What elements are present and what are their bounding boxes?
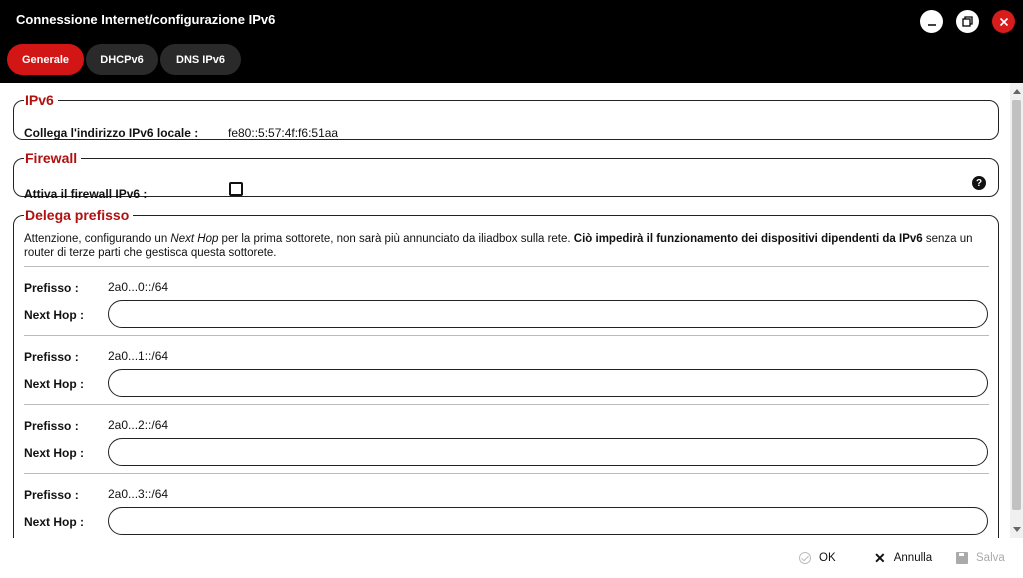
window-title: Connessione Internet/configurazione IPv6 bbox=[16, 12, 276, 27]
tab-generale[interactable]: Generale bbox=[7, 44, 84, 75]
close-icon bbox=[999, 17, 1009, 27]
cancel-label: Annulla bbox=[893, 552, 933, 564]
check-circle-icon bbox=[799, 552, 811, 564]
save-disk-icon bbox=[956, 552, 968, 564]
delegation-notice: Attenzione, configurando un Next Hop per la prima sottorete, non sarà più annunciato da iliadbox sulla rete. Ciò impedirà il funzionamento dei dispositivi dipendenti da IPv6 senza un router di terze parti che gestisca questa sottorete. bbox=[24, 233, 973, 259]
prefix-value: 2a0...3::/64 bbox=[108, 487, 169, 501]
next-hop-label: Next Hop : bbox=[24, 515, 84, 529]
dialog-footer bbox=[0, 538, 1023, 578]
prefix-delegation-section bbox=[13, 207, 999, 538]
save-label: Salva bbox=[976, 552, 1005, 564]
prefix-value: 2a0...2::/64 bbox=[108, 418, 169, 432]
vertical-scrollbar[interactable] bbox=[1010, 83, 1023, 538]
tab-dhcpv6[interactable]: DHCPv6 bbox=[86, 44, 158, 75]
next-hop-label: Next Hop : bbox=[24, 308, 84, 322]
help-icon[interactable]: ? bbox=[972, 176, 986, 190]
tab-dns-ipv6[interactable]: DNS IPv6 bbox=[160, 44, 241, 75]
restore-icon bbox=[962, 16, 973, 27]
local-link-value: fe80::5:57:4f:f6:51aa bbox=[228, 126, 339, 140]
separator bbox=[24, 266, 989, 267]
delega-legend: Delega prefisso bbox=[25, 207, 130, 223]
scroll-thumb[interactable] bbox=[1012, 100, 1021, 510]
firewall-legend: Firewall bbox=[25, 150, 78, 166]
prefix-value: 2a0...1::/64 bbox=[108, 349, 169, 363]
close-icon: ✕ bbox=[874, 550, 886, 566]
next-hop-label: Next Hop : bbox=[24, 446, 84, 460]
settings-content bbox=[0, 83, 1010, 538]
scroll-down-arrow-icon[interactable] bbox=[1013, 527, 1021, 532]
next-hop-label: Next Hop : bbox=[24, 377, 84, 391]
firewall-section bbox=[13, 150, 999, 201]
scroll-up-arrow-icon[interactable] bbox=[1013, 89, 1021, 94]
ipv6-section bbox=[13, 92, 999, 140]
cancel-button[interactable] bbox=[874, 552, 932, 564]
next-hop-input[interactable] bbox=[108, 438, 988, 466]
ok-label: OK bbox=[819, 552, 836, 564]
prefix-value: 2a0...0::/64 bbox=[108, 280, 169, 294]
minimize-icon bbox=[927, 17, 937, 27]
maximize-button[interactable] bbox=[956, 10, 979, 33]
prefix-label: Prefisso : bbox=[24, 350, 79, 364]
separator bbox=[24, 473, 989, 474]
firewall-enable-checkbox[interactable] bbox=[229, 182, 243, 196]
separator bbox=[24, 335, 989, 336]
save-button[interactable] bbox=[956, 552, 1005, 564]
close-button[interactable] bbox=[992, 10, 1015, 33]
ipv6-legend: IPv6 bbox=[25, 92, 54, 108]
next-hop-input[interactable] bbox=[108, 300, 988, 328]
separator bbox=[24, 404, 989, 405]
firewall-enable-label: Attiva il firewall IPv6 : bbox=[24, 187, 148, 201]
prefix-label: Prefisso : bbox=[24, 281, 79, 295]
local-link-label: Collega l'indirizzo IPv6 locale : bbox=[24, 126, 199, 140]
next-hop-input[interactable] bbox=[108, 507, 988, 535]
prefix-row bbox=[24, 483, 989, 538]
prefix-label: Prefisso : bbox=[24, 419, 79, 433]
title-bar bbox=[0, 0, 1023, 83]
next-hop-input[interactable] bbox=[108, 369, 988, 397]
ok-button[interactable] bbox=[799, 552, 836, 564]
tab-bar bbox=[7, 44, 241, 75]
prefix-label: Prefisso : bbox=[24, 488, 79, 502]
minimize-button[interactable] bbox=[920, 10, 943, 33]
